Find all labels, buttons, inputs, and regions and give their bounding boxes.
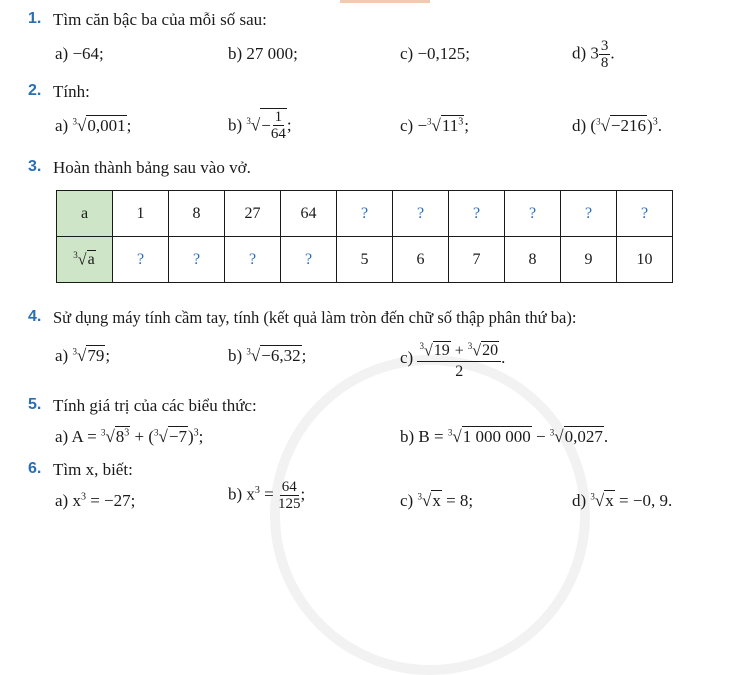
- item-label: b) x: [228, 484, 255, 504]
- cube-root-table: [56, 190, 673, 283]
- punct: ;: [126, 116, 132, 135]
- exercise-4-heading: [0, 308, 736, 338]
- punct: ;: [286, 115, 292, 135]
- table-cell: $^3$√a: [57, 237, 113, 283]
- root-index: 3: [447, 427, 453, 438]
- fraction-numerator: 3: [600, 38, 609, 54]
- exercise-1-heading: [0, 10, 736, 40]
- equation-rhs: = −27;: [85, 491, 136, 510]
- radicand: [260, 108, 287, 142]
- table-row: [57, 237, 673, 283]
- radicand: −7: [168, 427, 187, 446]
- fraction-denominator: 64: [270, 126, 286, 142]
- radicand: 0,027: [564, 427, 603, 446]
- table-cell: 7: [449, 237, 505, 283]
- fraction-denominator: 2: [455, 363, 464, 381]
- paren: ): [187, 427, 194, 446]
- exercise-number: 3.: [28, 158, 42, 175]
- exponent: 3: [254, 484, 260, 496]
- item-b: b) 27 000;: [228, 44, 298, 63]
- root-index: 3: [72, 346, 77, 357]
- table-cell: 9: [561, 237, 617, 283]
- table-cell: 5: [337, 237, 393, 283]
- paren: ): [647, 116, 653, 135]
- table-cell: ?: [449, 191, 505, 237]
- item-label: c): [400, 348, 414, 368]
- equation-rhs: = −0, 9.: [614, 491, 673, 510]
- root-index: 3: [596, 116, 601, 127]
- item-b: [228, 479, 305, 512]
- item-d: d) $(^3√-216)^3$.: [572, 116, 662, 135]
- exercise-title: Tính:: [53, 82, 90, 101]
- table-cell: 6: [393, 237, 449, 283]
- item-b: b) $^3$√ − $\frac{1}{64}$ ;: [228, 109, 292, 142]
- punct: ;: [464, 116, 469, 135]
- table-cell: ?: [393, 191, 449, 237]
- exercise-5-items: [0, 427, 736, 457]
- exercise-number: 2.: [28, 82, 42, 99]
- punct: .: [603, 427, 609, 446]
- exercise-title: Tìm căn bậc ba của mỗi số sau:: [53, 10, 267, 29]
- root-index: 3: [417, 491, 422, 502]
- fraction-denominator: 125: [278, 496, 301, 512]
- item-label: b): [228, 346, 243, 365]
- item-label: b) B =: [400, 427, 448, 446]
- item-b: b) $^3$√−6,32;: [228, 346, 307, 365]
- item-label: a): [55, 116, 69, 135]
- root-index: 3: [246, 346, 251, 357]
- plus-sign: +: [450, 342, 468, 360]
- item-c: c) −0,125;: [400, 44, 471, 63]
- table-cell: ?: [505, 191, 561, 237]
- item-a: a) $A = ^3√8^3 + (^3√-7)^3$;: [55, 427, 204, 446]
- radicand: −216: [610, 116, 647, 135]
- exercise-6-heading: [0, 460, 736, 490]
- punct: ;: [198, 427, 204, 446]
- radicand: 79: [87, 346, 105, 365]
- exercise-3-heading: [0, 158, 736, 188]
- table-cell: ?: [561, 191, 617, 237]
- item-a: a) −64;: [55, 44, 104, 63]
- equation-rhs: = 8;: [441, 491, 474, 510]
- minus-sign: −: [531, 427, 550, 446]
- item-label: a) x: [55, 491, 81, 510]
- root-index: 3: [100, 427, 106, 438]
- item-a: a) $^3$√0,001;: [55, 116, 132, 135]
- root-index: 3: [590, 491, 595, 502]
- root-index: 3: [72, 116, 77, 127]
- radicand: 20: [482, 342, 499, 360]
- exercise-4-items: [0, 341, 736, 381]
- punct: ;: [300, 484, 306, 504]
- exercise-title: Sử dụng máy tính cầm tay, tính (kết quả làm tròn đến chữ số thập phân thứ ba):: [53, 308, 577, 327]
- table-cell: 1: [113, 191, 169, 237]
- item-c: c) $^3$√x = 8;: [400, 491, 474, 510]
- exercise-number: 5.: [28, 396, 42, 413]
- fraction-denominator: 8: [600, 55, 609, 71]
- radicand: −6,32: [261, 346, 301, 365]
- fraction-numerator: 64: [281, 479, 297, 495]
- radicand-base: 11: [441, 116, 459, 135]
- item-label: d) (: [572, 116, 597, 135]
- item-label: c): [400, 491, 418, 510]
- exponent: 3: [652, 116, 658, 128]
- fraction-numerator: 1: [274, 109, 283, 125]
- item-c: $c) -^3√11^3$;: [400, 116, 469, 135]
- radicand: 0,001: [87, 116, 126, 135]
- table-cell: a: [57, 191, 113, 237]
- item-label: d): [572, 491, 591, 510]
- radicand-base: 8: [115, 427, 125, 446]
- punct: ;: [105, 346, 111, 365]
- root-index: 3: [73, 249, 78, 260]
- fraction-numerator: $^3$√19 + $^3$√20: [417, 336, 501, 362]
- item-a: [55, 491, 135, 511]
- exponent: 3: [193, 427, 199, 439]
- punct: .: [501, 348, 506, 368]
- item-c: [400, 336, 505, 382]
- root-index: 3: [549, 427, 555, 438]
- plus-paren: + (: [130, 427, 155, 446]
- exercise-number: 4.: [28, 308, 42, 325]
- table-cell: ?: [617, 191, 673, 237]
- exercise-1-items: [0, 38, 736, 74]
- minus-sign: −: [261, 115, 271, 135]
- radicand: 1 000 000: [462, 427, 531, 446]
- item-d-label: d) 3: [572, 43, 599, 63]
- table-cell: ?: [225, 237, 281, 283]
- table-cell: ?: [113, 237, 169, 283]
- radicand: [441, 115, 464, 135]
- exponent: 3: [80, 491, 86, 503]
- exercise-title: Tìm x, biết:: [53, 460, 133, 479]
- root-index: 3: [246, 115, 251, 126]
- radicand: [115, 426, 131, 446]
- exercise-number: 1.: [28, 10, 42, 27]
- table-row: [57, 191, 673, 237]
- item-label: a): [55, 346, 69, 365]
- exercise-2-items: [0, 109, 736, 146]
- radicand: a: [87, 251, 95, 269]
- item-d: d) $^3$√x = −0, 9.: [572, 491, 673, 510]
- root-index: 3: [427, 116, 432, 127]
- table-cell: 10: [617, 237, 673, 283]
- exercise-title: Tính giá trị của các biểu thức:: [53, 396, 257, 415]
- root-index: 3: [419, 341, 424, 351]
- item-label: c) −: [400, 116, 428, 135]
- item-d: [572, 38, 615, 71]
- exercise-2-heading: [0, 82, 736, 112]
- exercise-5-heading: [0, 396, 736, 426]
- item-label: a) A =: [55, 427, 101, 446]
- exponent: 3: [124, 427, 130, 439]
- exercise-title: Hoàn thành bảng sau vào vở.: [53, 158, 251, 177]
- table-cell: 8: [505, 237, 561, 283]
- item-b: b) B = $^3$√1 000 000 − $^3$√0,027.: [400, 427, 609, 446]
- table-cell: ?: [281, 237, 337, 283]
- punct: .: [610, 43, 615, 63]
- table-cell: 27: [225, 191, 281, 237]
- root-index: 3: [467, 341, 473, 351]
- table-cell: 64: [281, 191, 337, 237]
- item-label: b): [228, 115, 243, 135]
- table-cell: 8: [169, 191, 225, 237]
- equals-sign: =: [259, 484, 279, 504]
- table-cell: ?: [169, 237, 225, 283]
- header-decoration: [340, 0, 430, 3]
- punct: .: [657, 116, 662, 135]
- punct: ;: [301, 346, 307, 365]
- exercise-number: 6.: [28, 460, 42, 477]
- radicand: x: [432, 491, 441, 510]
- item-a: a) $^3$√79;: [55, 346, 111, 365]
- exponent: 3: [458, 116, 464, 128]
- exercise-6-items: [0, 479, 736, 521]
- root-index: 3: [154, 427, 159, 438]
- radicand: x: [605, 491, 614, 510]
- table-cell: ?: [337, 191, 393, 237]
- radicand: 19: [433, 342, 450, 360]
